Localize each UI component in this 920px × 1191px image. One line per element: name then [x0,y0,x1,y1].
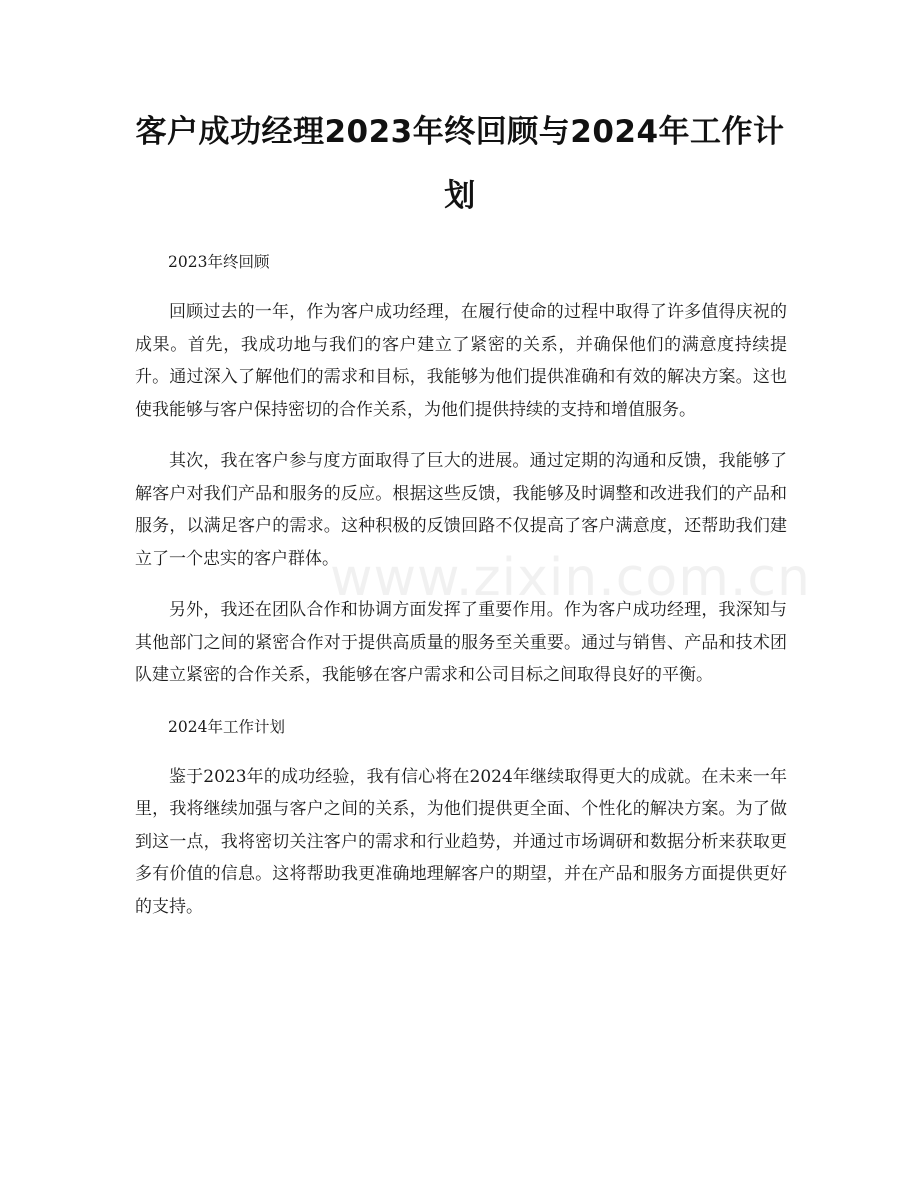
document-title: 客户成功经理2023年终回顾与2024年工作计划 [135,114,785,214]
paragraph: 其次，我在客户参与度方面取得了巨大的进展。通过定期的沟通和反馈，我能够了解客户对我们产品和服务的反应。根据这些反馈，我能够及时调整和改进我们的产品和服务，以满足客户的需求。这种积极的反馈回路不仅提高了客户满意度，还帮助我们建立了一个忠实的客户群体。 [135,451,787,569]
paragraph: 另外，我还在团队合作和协调方面发挥了重要作用。作为客户成功经理，我深知与其他部门之间的紧密合作对于提供高质量的服务至关重要。通过与销售、产品和技术团队建立紧密的合作关系，我能够在客户需求和公司目标之间取得良好的平衡。 [135,600,787,685]
section-heading-2024: 2024年工作计划 [168,717,285,736]
section-heading-2023: 2023年终回顾 [168,253,270,271]
watermark: www.zixin.com.cn [330,548,811,608]
paragraph: 鉴于2023年的成功经验，我有信心将在2024年继续取得更大的成就。在未来一年里，我将继续加强与客户之间的关系，为他们提供更全面、个性化的解决方案。为了做到这一点，我将密切关注客户的需求和行业趋势，并通过市场调研和数据分析来获取更多有价值的信息。这将帮助我更准确地理解客户的期望，并在产品和服务方面提供更好的支持。 [135,766,787,917]
document-body [135,246,787,942]
paragraph: 回顾过去的一年，作为客户成功经理，在履行使命的过程中取得了许多值得庆祝的成果。首先，我成功地与我们的客户建立了紧密的关系，并确保他们的满意度持续提升。通过深入了解他们的需求和目标，我能够为他们提供准确和有效的解决方案。这也使我能够与客户保持密切的合作关系，为他们提供持续的支持和增值服务。 [135,302,787,420]
